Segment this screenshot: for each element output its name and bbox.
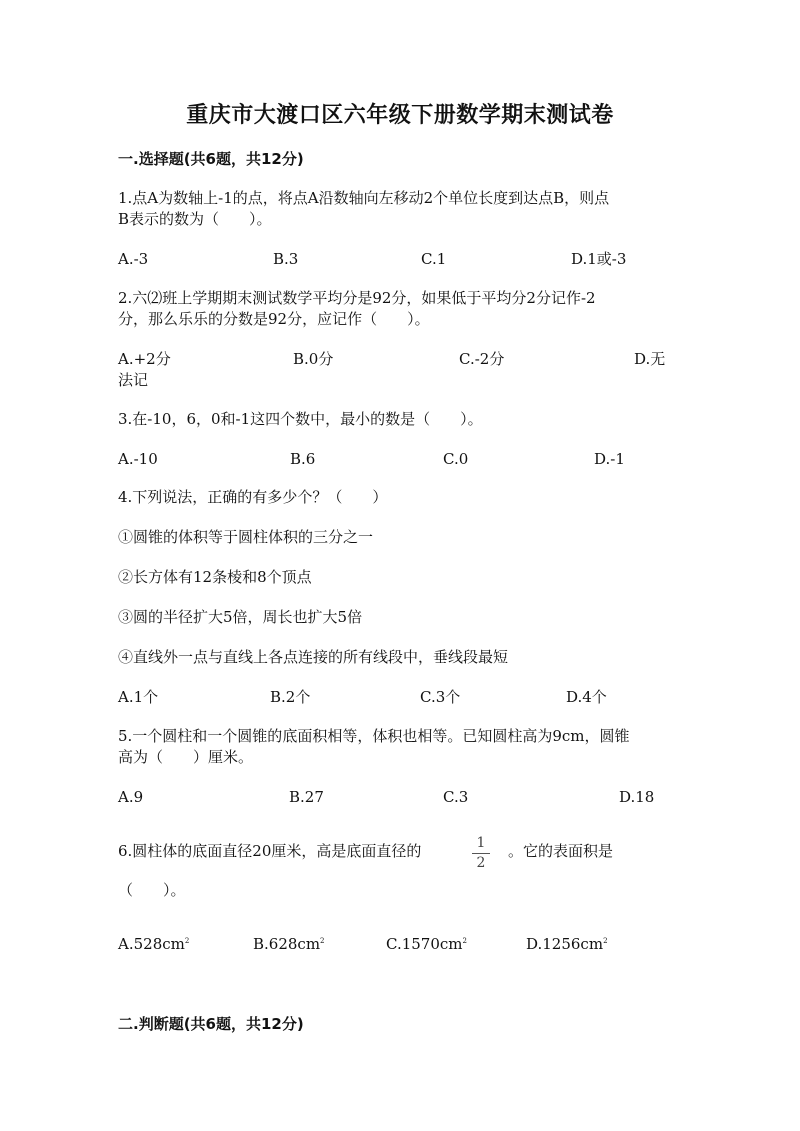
question-1-option-d: D.1或-3: [571, 250, 627, 268]
question-4-option-c: C.3个: [420, 688, 461, 706]
question-3-option-c: C.0: [443, 450, 469, 468]
unit-superscript: 2: [184, 937, 190, 945]
question-2-option-c: C.-2分: [459, 350, 505, 368]
question-6-option-a: [118, 933, 189, 955]
question-4-option-b: B.2个: [270, 688, 311, 706]
question-1-option-b: B.3: [273, 250, 299, 268]
page-title: 重庆市大渡口区六年级下册数学期末测试卷: [186, 103, 614, 128]
unit-superscript: 2: [320, 937, 325, 945]
question-4-option-a: A.1个: [118, 688, 159, 706]
unit-superscript: 2: [603, 937, 608, 945]
question-1-option-a: A.-3: [118, 250, 149, 268]
unit-superscript: 2: [462, 937, 467, 945]
question-5-option-d: D.18: [619, 788, 655, 806]
option-d-text: D.1256cm: [526, 935, 604, 953]
question-4-statement-2: ②长方体有12条棱和8个顶点: [118, 568, 312, 586]
question-6-text-line2: （ ）。: [118, 881, 186, 899]
question-6-option-b: [253, 933, 325, 955]
question-5-text-line2: 高为（ ）厘米。: [118, 748, 254, 766]
question-3-option-b: B.6: [290, 450, 316, 468]
question-4-statement-1: ①圆锥的体积等于圆柱体积的三分之一: [118, 528, 374, 546]
question-2-option-b: B.0分: [293, 350, 334, 368]
question-4-statement-3: ③圆的半径扩大5倍，周长也扩大5倍: [118, 608, 363, 626]
question-6-option-d: [526, 933, 608, 955]
question-3-option-a: A.-10: [118, 450, 158, 468]
option-a-text: A.528cm: [118, 935, 185, 953]
question-2-option-d: D.无: [634, 350, 666, 368]
question-2-text-line2: 分，那么乐乐的分数是92分，应记作（ ）。: [118, 310, 430, 328]
question-6-text-part2: 。它的表面积是: [508, 842, 614, 860]
question-3-option-d: D.-1: [594, 450, 625, 468]
section-heading-choice: 一.选择题(共6题，共12分): [118, 150, 304, 168]
question-3-text: 3.在-10，6，0和-1这四个数中，最小的数是（ ）。: [118, 410, 483, 428]
question-2-option-a: A.+2分: [118, 350, 171, 368]
question-5-option-c: C.3: [443, 788, 469, 806]
fraction-numerator: 1: [472, 835, 490, 854]
option-c-text: C.1570cm: [386, 935, 463, 953]
section-heading-judgement: 二.判断题(共6题，共12分): [118, 1015, 304, 1033]
question-2-option-d-continued: 法记: [118, 371, 149, 389]
question-6-text-part1: 6.圆柱体的底面直径20厘米，高是底面直径的: [118, 842, 422, 860]
question-1-option-c: C.1: [421, 250, 447, 268]
question-5-option-b: B.27: [289, 788, 324, 806]
question-1-text-line2: B表示的数为（ ）。: [118, 210, 272, 228]
question-2-text-line1: 2.六⑵班上学期期末测试数学平均分是92分，如果低于平均分2分记作-2: [118, 289, 596, 307]
fraction-denominator: 2: [476, 855, 486, 871]
question-4-statement-4: ④直线外一点与直线上各点连接的所有线段中，垂线段最短: [118, 648, 509, 666]
question-6-option-c: [386, 933, 467, 955]
fraction-one-half: [472, 835, 490, 872]
question-5-option-a: A.9: [118, 788, 144, 806]
question-4-text: 4.下列说法，正确的有多少个？（ ）: [118, 488, 388, 506]
question-1-text-line1: 1.点A为数轴上-1的点，将点A沿数轴向左移动2个单位长度到达点B，则点: [118, 189, 610, 207]
question-5-text-line1: 5.一个圆柱和一个圆锥的底面积相等，体积也相等。已知圆柱高为9cm，圆锥: [118, 727, 630, 745]
question-4-option-d: D.4个: [566, 688, 607, 706]
option-b-text: B.628cm: [253, 935, 321, 953]
